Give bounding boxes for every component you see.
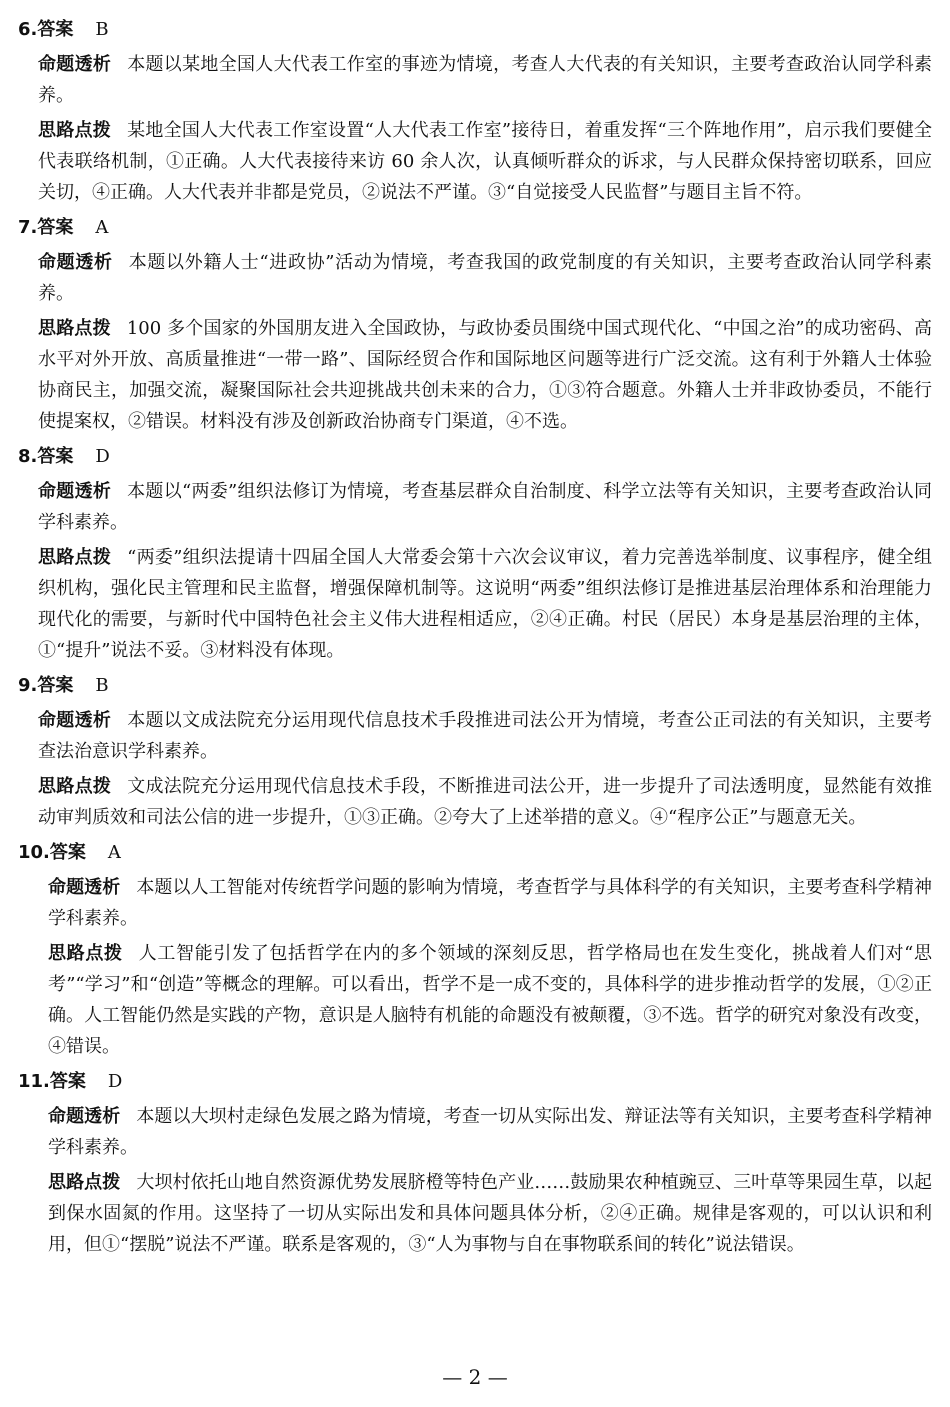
analysis-label: 命题透析	[38, 710, 112, 731]
answer-header	[18, 670, 932, 701]
answer-label: 答案	[37, 675, 74, 696]
hint-text: “两委”组织法提请十四届全国人大常委会第十六次会议审议，着力完善选举制度、议事程序，健全组织机构，强化民主管理和民主监督，增强保障机制等。这说明“两委”组织法修订是推进基层治理体系和治理能力现代化的需要，与新时代中国特色社会主义伟大进程相适应，②④正确。村民（居民）本身是基层治理的主体，①“提升”说法不妥。③材料没有体现。	[38, 547, 933, 661]
analysis-paragraph	[18, 476, 932, 538]
hint-label: 思路点拨	[48, 943, 123, 964]
answer-choice: B	[95, 675, 109, 696]
analysis-label: 命题透析	[48, 877, 121, 898]
answer-item	[18, 837, 932, 1062]
hint-label: 思路点拨	[38, 120, 112, 141]
question-number: 8.	[18, 446, 38, 467]
page-number: — 2 —	[442, 1365, 508, 1389]
analysis-label: 命题透析	[38, 252, 113, 273]
answer-header	[18, 837, 932, 868]
hint-label: 思路点拨	[38, 318, 111, 339]
analysis-paragraph	[18, 49, 932, 111]
hint-paragraph	[18, 313, 932, 437]
analysis-text: 本题以人工智能对传统哲学问题的影响为情境，考查哲学与具体科学的有关知识，主要考查科学精神学科素养。	[48, 877, 932, 929]
hint-text: 大坝村依托山地自然资源优势发展脐橙等特色产业……鼓励果农种植豌豆、三叶草等果园生草，以起到保水固氮的作用。这坚持了一切从实际出发和具体问题具体分析，②④正确。规律是客观的，可以认识和利用，但①“摆脱”说法不严谨。联系是客观的，③“人为事物与自在事物联系间的转化”说法错误。	[48, 1172, 933, 1255]
analysis-text: 本题以外籍人士“进政协”活动为情境，考查我国的政党制度的有关知识，主要考查政治认同学科素养。	[38, 252, 933, 304]
hint-label: 思路点拨	[48, 1172, 121, 1193]
answer-header	[18, 212, 932, 243]
answer-item	[18, 14, 932, 208]
hint-paragraph	[18, 115, 932, 208]
answer-item	[18, 670, 932, 833]
question-number: 6.	[18, 19, 38, 40]
answer-choice: B	[95, 19, 109, 40]
answer-label: 答案	[37, 19, 74, 40]
answer-header	[18, 14, 932, 45]
answer-choice: D	[107, 1071, 123, 1092]
analysis-label: 命题透析	[38, 54, 112, 75]
analysis-paragraph	[18, 1101, 932, 1163]
analysis-text: 本题以“两委”组织法修订为情境，考查基层群众自治制度、科学立法等有关知识，主要考查政治认同学科素养。	[38, 481, 933, 533]
analysis-text: 本题以大坝村走绿色发展之路为情境，考查一切从实际出发、辩证法等有关知识，主要考查科学精神学科素养。	[48, 1106, 932, 1158]
answer-choice: D	[95, 446, 110, 467]
answer-choice: A	[107, 842, 121, 863]
question-number: 11.	[18, 1071, 50, 1092]
answer-label: 答案	[37, 446, 74, 467]
answer-header	[18, 441, 932, 472]
answer-choice: A	[95, 217, 109, 238]
answer-item	[18, 1066, 932, 1260]
question-number: 10.	[18, 842, 50, 863]
analysis-paragraph	[18, 705, 932, 767]
analysis-text: 本题以某地全国人大代表工作室的事迹为情境，考查人大代表的有关知识，主要考查政治认同学科素养。	[38, 54, 933, 106]
answer-list	[18, 14, 932, 1260]
answer-label: 答案	[49, 842, 86, 863]
hint-label: 思路点拨	[38, 776, 112, 797]
hint-label: 思路点拨	[38, 547, 112, 568]
analysis-label: 命题透析	[38, 481, 112, 502]
hint-paragraph	[18, 938, 932, 1062]
answer-label: 答案	[49, 1071, 86, 1092]
hint-text: 文成法院充分运用现代信息技术手段，不断推进司法公开，进一步提升了司法透明度，显然能有效推动审判质效和司法公信的进一步提升，①③正确。②夸大了上述举措的意义。④“程序公正”与题意无关。	[38, 776, 933, 828]
answer-header	[18, 1066, 932, 1097]
question-number: 9.	[18, 675, 38, 696]
hint-paragraph	[18, 542, 932, 666]
hint-paragraph	[18, 1167, 932, 1260]
analysis-label: 命题透析	[48, 1106, 121, 1127]
question-number: 7.	[18, 217, 38, 238]
hint-text: 某地全国人大代表工作室设置“人大代表工作室”接待日，着重发挥“三个阵地作用”，启示我们要健全代表联络机制，①正确。人大代表接待来访 60 余人次，认真倾听群众的诉求，与人民群众保持密切联系，回应关切，④正确。人大代表并非都是党员，②说法不严谨。③“自觉接受人民监督”与题目主旨不符。	[38, 120, 932, 203]
answer-item	[18, 441, 932, 666]
answer-label: 答案	[37, 217, 74, 238]
answer-item	[18, 212, 932, 437]
hint-text: 人工智能引发了包括哲学在内的多个领域的深刻反思，哲学格局也在发生变化，挑战着人们对“思考”“学习”和“创造”等概念的理解。可以看出，哲学不是一成不变的，具体科学的进步推动哲学的发展，①②正确。人工智能仍然是实践的产物，意识是人脑特有机能的命题没有被颠覆，③不选。哲学的研究对象没有改变，④错误。	[48, 943, 933, 1057]
analysis-paragraph	[18, 247, 932, 309]
analysis-paragraph	[18, 872, 932, 934]
analysis-text: 本题以文成法院充分运用现代信息技术手段推进司法公开为情境，考查公正司法的有关知识，主要考查法治意识学科素养。	[38, 710, 933, 762]
hint-text: 100 多个国家的外国朋友进入全国政协，与政协委员围绕中国式现代化、“中国之治”的成功密码、高水平对外开放、高质量推进“一带一路”、国际经贸合作和国际地区问题等进行广泛交流。这有利于外籍人士体验协商民主，加强交流，凝聚国际社会共迎挑战共创未来的合力，①③符合题意。外籍人士并非政协委员，不能行使提案权，②错误。材料没有涉及创新政治协商专门渠道，④不选。	[38, 318, 932, 432]
hint-paragraph	[18, 771, 932, 833]
